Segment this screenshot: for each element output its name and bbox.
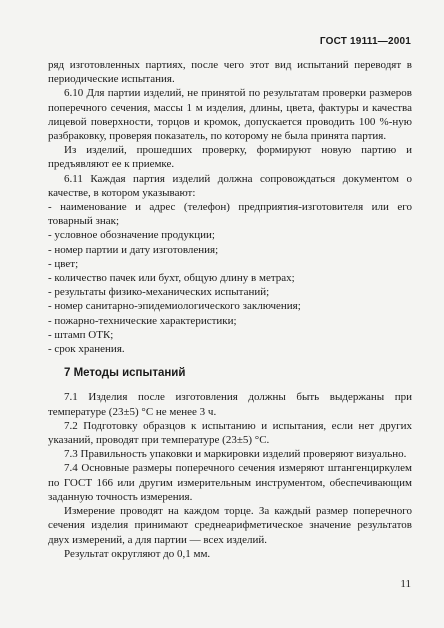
list-item: - номер партии и дату изготовления; — [48, 243, 219, 256]
list-item: - номер санитарно-эпидемиологического заключения; — [48, 300, 301, 313]
list-item: - срок хранения. — [48, 343, 125, 356]
list-item: - наименование и адрес (телефон) предприятия-изготовителя или его товарный знак; — [48, 201, 412, 228]
list-item: - результаты физико-механических испытаний; — [48, 286, 270, 299]
paragraph-7-4: 7.4 Основные размеры поперечного сечения измеряют штангенциркулем по ГОСТ 166 или другим измерительным инструментом, обеспечивающим заданную точность измерения. — [48, 462, 412, 503]
list-item: - количество пачек или бухт, общую длину в метрах; — [48, 272, 295, 285]
paragraph-intro: ряд изготовленных партиях, после чего этот вид испытаний переводят в периодические испытания. — [48, 59, 412, 86]
section-title: 7 Методы испытаний — [64, 367, 186, 380]
page-number: 11 — [400, 578, 411, 590]
paragraph-6-11: 6.11 Каждая партия изделий должна сопровождаться документом о качестве, в котором указывают: — [48, 172, 412, 199]
list-item: - цвет; — [48, 257, 79, 270]
list-item: - условное обозначение продукции; — [48, 229, 215, 242]
page-body — [48, 58, 412, 561]
paragraph-7-1: 7.1 Изделия после изготовления должны быть выдержаны при температуре (23±5) °С не менее 3 ч. — [48, 391, 412, 418]
paragraph-6-10: 6.10 Для партии изделий, не принятой по результатам проверки размеров поперечного сечения, массы 1 м изделия, длины, цвета, фактуры и качества лицевой поверхности, торцов и кромок, допускается проводить 100 %-ную разбраковку, проверяя показатель, по которому не была принята партия. — [48, 87, 412, 143]
list-item: - штамп ОТК; — [48, 328, 114, 341]
document-header: ГОСТ 19111—2001 — [319, 36, 411, 47]
paragraph-7-3: 7.3 Правильность упаковки и маркировки изделий проверяют визуально. — [64, 448, 407, 461]
paragraph-measure: Измерение проводят на каждом торце. За каждый размер поперечного сечения изделия принимают среднеарифметическое значение результатов двух измерений, а для партии — всех изделий. — [48, 505, 412, 546]
paragraph-round: Результат округляют до 0,1 мм. — [64, 547, 211, 560]
paragraph-7-2: 7.2 Подготовку образцов к испытанию и испытания, если нет других указаний, проводят при температуре (23±5) °С. — [48, 419, 412, 447]
quality-document-list — [48, 200, 412, 356]
list-item: - пожарно-технические характеристики; — [48, 314, 237, 327]
paragraph-new-batch: Из изделий, прошедших проверку, формируют новую партию и предъявляют ее к приемке. — [48, 144, 412, 171]
